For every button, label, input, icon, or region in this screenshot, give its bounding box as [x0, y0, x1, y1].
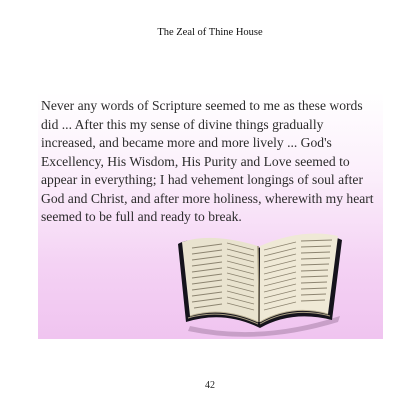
quote-panel	[38, 93, 383, 339]
quote-text: Never any words of Scripture seemed to me as these words did ... After this my sense of divine things gradually increased, and became more and more lively ... God's Excellency, His Wisdom, His Purity and Love seemed to appear in everything; I had vehement longings of soul after God and Christ, and after more holiness, wherewith my heart seemed to be full and ready to break.	[41, 98, 374, 224]
open-bible-icon	[172, 218, 347, 338]
page-number: 42	[205, 380, 215, 391]
page-header-title: The Zeal of Thine House	[157, 27, 263, 38]
